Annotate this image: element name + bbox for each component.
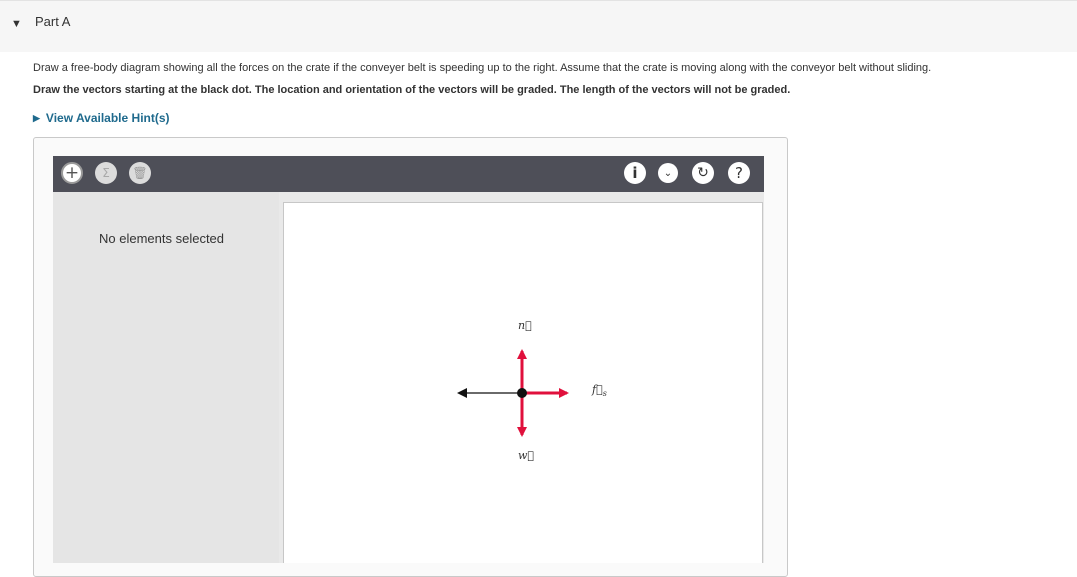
expand-triangle-icon: ▶	[33, 113, 40, 123]
info-dropdown-button[interactable]	[658, 163, 678, 183]
part-title: Part A	[35, 14, 71, 29]
properties-panel	[53, 192, 279, 563]
instruction-text: Draw a free-body diagram showing all the forces on the crate if the conveyer belt is speeding up to the right. Assume that the crate is moving along with the conveyor belt without sliding.	[33, 62, 932, 74]
help-icon: ?	[735, 164, 743, 182]
view-hints-link[interactable]	[33, 111, 170, 125]
info-button[interactable]	[624, 162, 646, 184]
free-body-diagram	[284, 203, 764, 564]
origin-dot	[517, 388, 527, 398]
instruction-bold-text: Draw the vectors starting at the black dot. The location and orientation of the vectors will be graded. The length of the vectors will not be graded.	[33, 84, 791, 96]
delete-button[interactable]	[129, 162, 151, 184]
trash-icon: 🗑	[132, 166, 148, 180]
drawing-toolbar	[53, 156, 764, 192]
vector-sum-button[interactable]	[95, 162, 117, 184]
plus-icon: +	[64, 162, 80, 183]
part-header[interactable]	[0, 0, 1077, 52]
friction-subscript: s	[602, 389, 607, 399]
collapse-caret-icon[interactable]: ▼	[11, 18, 22, 30]
weight-label: w⃗	[518, 449, 535, 462]
info-icon: i	[632, 164, 638, 182]
friction-symbol: f⃗	[592, 383, 603, 396]
selection-status: No elements selected	[99, 231, 225, 246]
chevron-down-icon: ⌄	[663, 167, 673, 179]
add-vector-button[interactable]	[61, 162, 83, 184]
reset-button[interactable]	[692, 162, 714, 184]
static-friction-label	[592, 383, 607, 398]
normal-force-label: n⃗	[518, 319, 532, 332]
view-hints-label: View Available Hint(s)	[45, 111, 170, 125]
reset-icon: ↻	[697, 165, 709, 181]
drawing-canvas[interactable]	[283, 202, 763, 563]
help-button[interactable]	[728, 162, 750, 184]
sigma-icon: Σ	[102, 166, 110, 180]
